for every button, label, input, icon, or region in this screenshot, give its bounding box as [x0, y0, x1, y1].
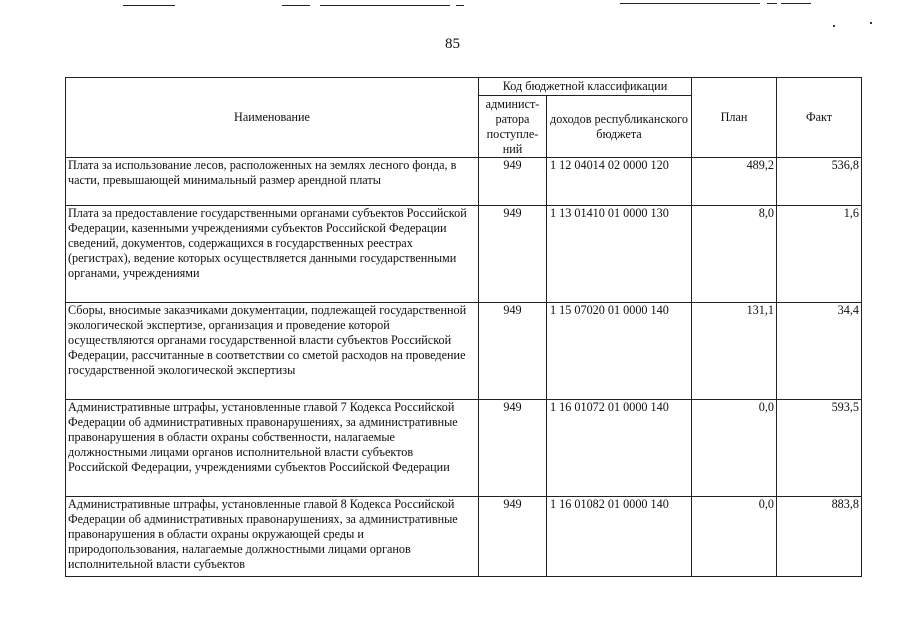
top-rule-7 [781, 3, 811, 4]
row-admin-code: 949 [479, 400, 547, 497]
page-number: 85 [445, 36, 460, 52]
budget-table [65, 77, 862, 577]
row-name: Плата за использование лесов, расположенных на землях лесного фонда, в части, превышающей минимальный размер арендной платы [66, 158, 479, 206]
header-plan: План [692, 78, 777, 158]
row-plan: 489,2 [692, 158, 777, 206]
top-rule-3 [320, 5, 450, 6]
row-admin-code: 949 [479, 158, 547, 206]
header-fact: Факт [777, 78, 862, 158]
row-admin-code: 949 [479, 206, 547, 303]
row-admin-code: 949 [479, 497, 547, 577]
top-rule-5 [620, 3, 760, 4]
row-fact: 536,8 [777, 158, 862, 206]
row-name: Административные штрафы, установленные главой 8 Кодекса Российской Федерации об административных правонарушениях, за административные правонарушения в области охраны окружающей среды и природопользования, налагаемые должностными лицами органов исполнительной власти субъектов [66, 497, 479, 577]
row-admin-code: 949 [479, 303, 547, 400]
row-name: Сборы, вносимые заказчиками документации, подлежащей государственной экологической экспертизе, организация и проведение которой осуществляются органами государственной власти субъектов Российской Федерации, рассчитанные в соответствии со сметой расходов на проведение государственной экологической экспертизы [66, 303, 479, 400]
header-name: Наименование [66, 78, 479, 158]
row-fact: 34,4 [777, 303, 862, 400]
row-income-code: 1 12 04014 02 0000 120 [547, 158, 692, 206]
table-row [66, 158, 862, 206]
table-row [66, 497, 862, 577]
scan-speck [833, 25, 835, 27]
top-rule-6 [767, 3, 777, 4]
row-income-code: 1 13 01410 01 0000 130 [547, 206, 692, 303]
row-plan: 0,0 [692, 497, 777, 577]
scan-speck [870, 22, 872, 24]
top-rule-4 [456, 5, 464, 6]
header-income: доходов республиканского бюджета [547, 96, 692, 158]
table-row [66, 303, 862, 400]
table-row [66, 206, 862, 303]
top-rule-1 [123, 5, 175, 6]
top-rule-2 [282, 5, 310, 6]
row-fact: 593,5 [777, 400, 862, 497]
row-plan: 0,0 [692, 400, 777, 497]
table-row [66, 400, 862, 497]
row-plan: 131,1 [692, 303, 777, 400]
row-income-code: 1 16 01072 01 0000 140 [547, 400, 692, 497]
row-plan: 8,0 [692, 206, 777, 303]
row-fact: 1,6 [777, 206, 862, 303]
row-name: Административные штрафы, установленные главой 7 Кодекса Российской Федерации об административных правонарушениях, за административные правонарушения в области охраны собственности, налагаемые должностными лицами органов исполнительной власти субъектов Российской Федерации, учреждениями субъектов Российской Федерации [66, 400, 479, 497]
header-admin: админист-ратора поступле-ний [479, 96, 547, 158]
row-income-code: 1 15 07020 01 0000 140 [547, 303, 692, 400]
row-name: Плата за предоставление государственными органами субъектов Российской Федерации, казенными учреждениями субъектов Российской Федерации сведений, документов, содержащихся в государственных реестрах (регистрах), ведение которых осуществляется данными государственными органами, учреждениями [66, 206, 479, 303]
row-fact: 883,8 [777, 497, 862, 577]
row-income-code: 1 16 01082 01 0000 140 [547, 497, 692, 577]
header-budget-code: Код бюджетной классификации [479, 78, 692, 96]
